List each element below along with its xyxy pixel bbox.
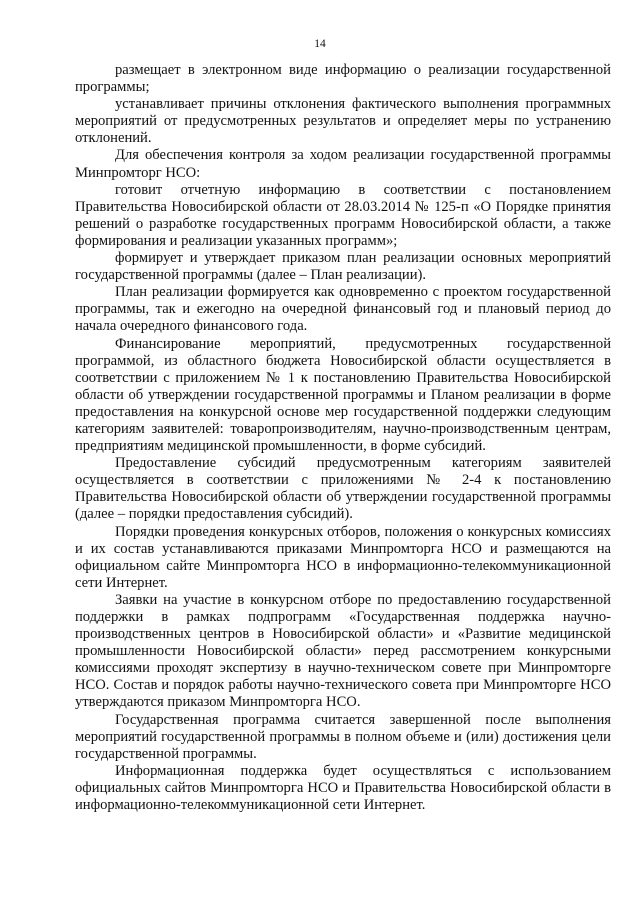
paragraph-reporting: готовит отчетную информацию в соответствии с постановлением Правительства Новосибирской области от 28.03.2014 № 125-п «О Порядке принятия решений о разработке государственных программ Новосибирской области, а также формирования и реализации указанных программ»; — [75, 181, 611, 249]
paragraph-competition-procedures: Порядки проведения конкурсных отборов, положения о конкурсных комиссиях и их состав устанавливаются приказами Минпромторга НСО и размещаются на официальном сайте Минпромторга НСО в информационно-телекоммуникационной сети Интернет. — [75, 523, 611, 591]
page-number: 14 — [314, 38, 326, 50]
paragraph-publish-info: размещает в электронном виде информацию о реализации государственной программы; — [75, 62, 611, 96]
paragraph-deviation-causes: устанавливает причины отклонения фактического выполнения программных мероприятий от предусмотренных результатов и определяет меры по устранению отклонений. — [75, 96, 611, 147]
paragraph-control-intro: Для обеспечения контроля за ходом реализации государственной программы Минпромторг НСО: — [75, 147, 611, 181]
paragraph-applications: Заявки на участие в конкурсном отборе по предоставлению государственной поддержки в рамках подпрограмм «Государственная поддержка научно-производственных центров в Новосибирской области» и «Развитие медицинской промышленности Новосибирской области» перед рассмотрением конкурсными комиссиями проходят экспертизу в научно-техническом совете при Минпромторге НСО. Состав и порядок работы научно-технического совета при Минпромторге НСО утверждаются приказом Минпромторга НСО. — [75, 591, 611, 711]
paragraph-program-completion: Государственная программа считается завершенной после выполнения мероприятий государственной программы в полном объеме и (или) достижения цели государственной программы. — [75, 711, 611, 762]
paragraph-implementation-plan: формирует и утверждает приказом план реализации основных мероприятий государственной программы (далее – План реализации). — [75, 250, 611, 284]
paragraph-plan-formation: План реализации формируется как одновременно с проектом государственной программы, так и ежегодно на очередной финансовый год и плановый период до начала очередного финансового года. — [75, 284, 611, 335]
paragraph-financing: Финансирование мероприятий, предусмотренных государственной программой, из областного бюджета Новосибирской области осуществляется в соответствии с приложением № 1 к постановлению Правительства Новосибирской области об утверждении государственной программы и Планом реализации в форме предоставления на конкурсной основе мер государственной поддержки следующим категориям заявителей: товаропроизводителям, научно-производственным центрам, предприятиям медицинской промышленности, в форме субсидий. — [75, 335, 611, 455]
paragraph-information-support: Информационная поддержка будет осуществляться с использованием официальных сайтов Минпромторга НСО и Правительства Новосибирской области в информационно-телекоммуникационной сети Интернет. — [75, 762, 611, 814]
document-body — [75, 62, 611, 814]
paragraph-subsidies: Предоставление субсидий предусмотренным категориям заявителей осуществляется в соответствии с приложениями № 2-4 к постановлению Правительства Новосибирской области об утверждении государственной программы (далее – порядки предоставления субсидий). — [75, 455, 611, 523]
